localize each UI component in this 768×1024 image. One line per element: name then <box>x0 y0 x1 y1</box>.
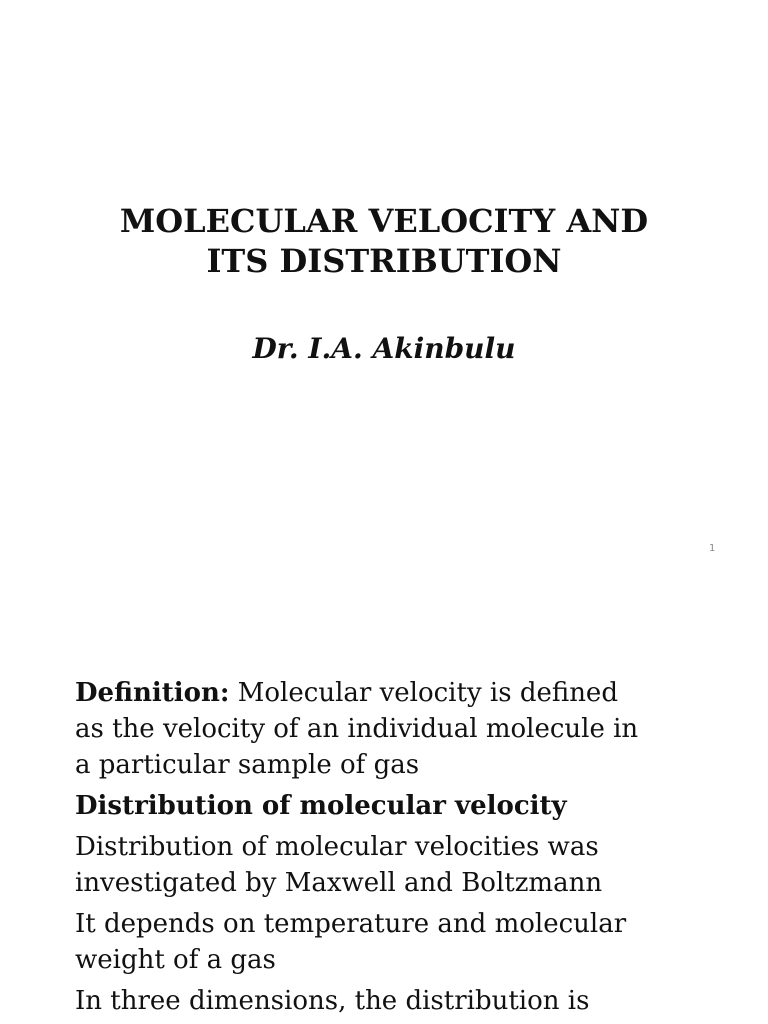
author-name: Dr. I.A. Akinbulu <box>252 332 516 365</box>
slide-body <box>75 675 735 1024</box>
maxwell-boltzmann-paragraph <box>75 829 735 901</box>
slide-title <box>0 201 768 281</box>
definition-line-1 <box>75 675 735 711</box>
dependence-paragraph <box>75 906 735 978</box>
definition-line-3: a particular sample of gas <box>75 750 420 780</box>
slide-title-line-1: MOLECULAR VELOCITY AND <box>119 202 649 240</box>
content-slide <box>0 600 768 1024</box>
para1-line-2: investigated by Maxwell and Boltzmann <box>75 868 603 898</box>
para2-line-2: weight of a gas <box>75 945 276 975</box>
section-heading: Distribution of molecular velocity <box>75 791 567 821</box>
para2-line-1: It depends on temperature and molecular <box>75 909 627 939</box>
definition-paragraph <box>75 675 735 783</box>
slide-title-line-2: ITS DISTRIBUTION <box>206 242 562 280</box>
para3-line-1: In three dimensions, the distribution is <box>75 986 590 1016</box>
page-number: 1 <box>709 543 716 554</box>
definition-text-1: Molecular velocity is defined <box>229 678 618 708</box>
para1-line-1: Distribution of molecular velocities was <box>75 832 599 862</box>
definition-line-2: as the velocity of an individual molecule in <box>75 714 639 744</box>
definition-label: Definition: <box>75 678 230 708</box>
three-dimensions-paragraph <box>75 983 735 1019</box>
